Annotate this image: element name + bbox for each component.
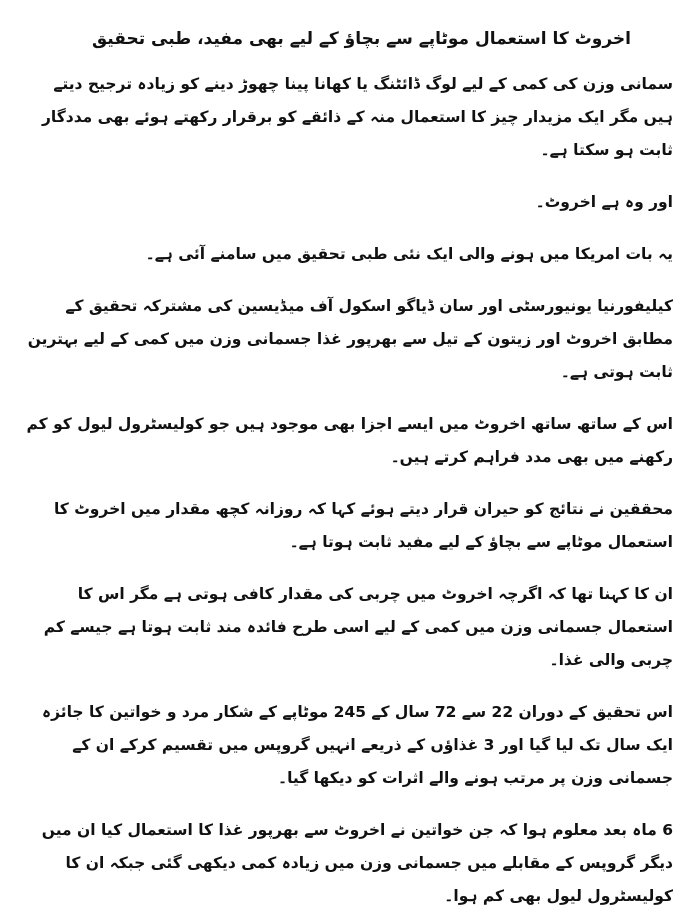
paragraph-8: اس تحقیق کے دوران 22 سے 72 سال کے 245 موٹاپے کے شکار مرد و خواتین کا جائزہ ایک سال تک لیا گیا اور 3 غذاؤں کے ذریعے انہیں گروپس میں تقسیم کرکے ان کے جسمانی وزن پر مرتب ہونے والے اثرات کو دیکھا گیا۔ [42,703,673,787]
paragraph-7: ان کا کہنا تھا کہ اگرچہ اخروٹ میں چربی کی مقدار کافی ہوتی ہے مگر اس کا استعمال جسمانی وزن میں کمی کے لیے اسی طرح فائدہ مند ثابت ہوتا ہے جیسے کم چربی والی غذا۔ [43,585,673,669]
paragraph-4: کیلیفورنیا یونیورسٹی اور سان ڈیاگو اسکول آف میڈیسین کی مشترکہ تحقیق کے مطابق اخروٹ اور زیتون کے تیل سے بھرپور غذا جسمانی وزن میں کمی کے لیے بہترین ثابت ہوتی ہے۔ [27,297,673,381]
paragraph-2: اور وہ ہے اخروٹ۔ [535,193,673,211]
paragraph-3: یہ بات امریکا میں ہونے والی ایک نئی طبی تحقیق میں سامنے آئی ہے۔ [145,245,673,263]
article-title: اخروٹ کا استعمال موٹاپے سے بچاؤ کے لیے بھی مفید، طبی تحقیق [91,29,632,49]
paragraph-1: سمانی وزن کی کمی کے لیے لوگ ڈائٹنگ یا کھانا پینا چھوڑ دینے کو زیادہ ترجیح دیتے ہیں مگر ایک مزیدار چیز کا استعمال منہ کے ذائقے کو برقرار رکھتے ہوئے بھی مددگار ثابت ہو سکتا ہے۔ [42,75,673,159]
paragraph-5: اس کے ساتھ ساتھ اخروٹ میں ایسے اجزا بھی موجود ہیں جو کولیسٹرول لیول کو کم رکھنے میں بھی مدد فراہم کرتے ہیں۔ [26,415,673,466]
paragraph-9: 6 ماہ بعد معلوم ہوا کہ جن خواتین نے اخروٹ سے بھرپور غذا کا استعمال کیا ان میں دیگر گروپس کے مقابلے میں جسمانی وزن میں زیادہ کمی دیکھی گئی جبکہ ان کا کولیسٹرول لیول بھی کم ہوا۔ [41,821,673,905]
paragraph-6: محققین نے نتائج کو حیران قرار دیتے ہوئے کہا کہ روزانہ کچھ مقدار میں اخروٹ کا استعمال موٹاپے سے بچاؤ کے لیے مفید ثابت ہوتا ہے۔ [53,500,673,551]
